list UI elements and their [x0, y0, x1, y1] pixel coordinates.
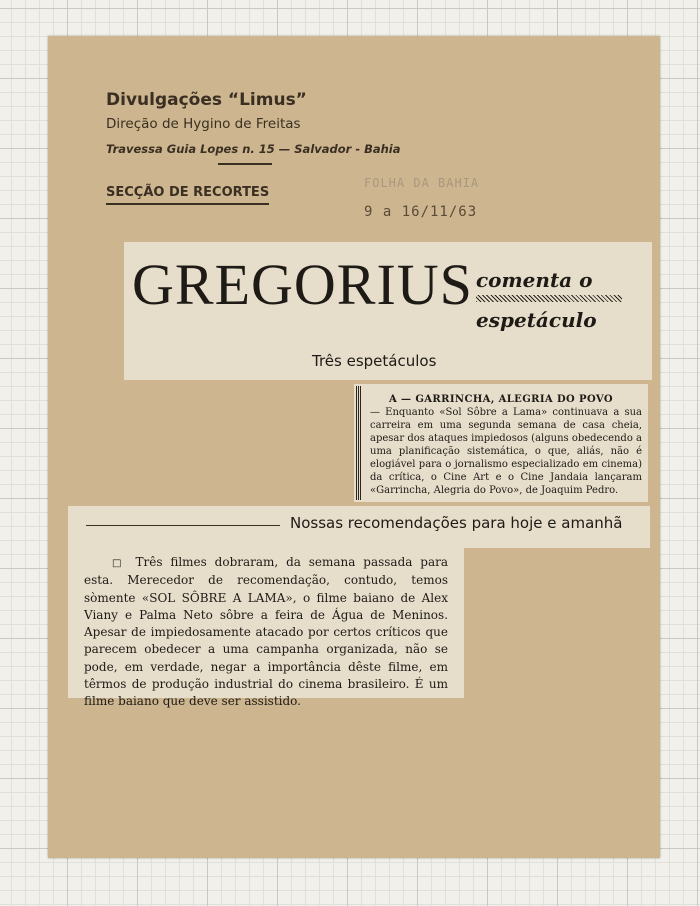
column-body: — Enquanto «Sol Sôbre a Lama» continuava a sua carreira em uma segunda semana de casa cheia, apesar dos ataques impiedosos (alguns obedecendo a uma planificação sistemática, o que, aliás, não é elogiável para o jornalismo especializado em cinema) da crítica, o Cine Art e o Cine Jandaia lançaram «Garrincha, Alegria do Povo», de Joaquim Pedro. — [370, 407, 642, 496]
section-title: SECÇÃO DE RECORTES — [106, 185, 269, 205]
tagline-line2: espetáculo — [476, 308, 597, 332]
recommendations-paragraph — [84, 554, 448, 711]
column-brand: GREGORIUS — [132, 252, 473, 317]
recommendations-rule — [86, 525, 280, 526]
recommendations-body: Três filmes dobraram, da semana passada para esta. Merecedor de recomendação, contudo, temos sòmente «SOL SÔBRE A LAMA», o filme baiano de Alex Viany e Palma Neto sôbre a feira de Água de Meninos. Apesar de impiedosamente atacado por certos críticos que parecem obedecer a uma campanha organizada, não se pode, em verdade, negar a importância dêste filme, em têrmos de produção industrial do cinema brasileiro. É um filme baiano que deve ser assistido. — [84, 555, 448, 709]
recommendations-heading: Nossas recomendações para hoje e amanhã — [290, 514, 623, 532]
letterhead-divider — [218, 163, 272, 165]
address-line: Travessa Guia Lopes n. 15 — Salvador - Bahia — [106, 142, 401, 156]
bullet-box-icon: □ — [112, 558, 126, 569]
recommendations-clipping — [68, 548, 464, 709]
recommendations-header — [68, 506, 650, 548]
column-title: A — GARRINCHA, ALEGRIA DO POVO — [389, 394, 613, 405]
director-line: Direção de Hygino de Freitas — [106, 116, 301, 132]
tagline-line1: comenta o — [476, 268, 593, 292]
newspaper-stamp: FOLHA DA BAHIA — [364, 176, 480, 190]
clipping-header — [124, 242, 652, 380]
date-note: 9 a 16/11/63 — [364, 204, 478, 220]
company-name: Divulgações “Limus” — [106, 90, 307, 110]
article-heading: Três espetáculos — [312, 352, 437, 370]
column-clipping — [354, 384, 648, 502]
tagline-hatch-rule — [476, 295, 622, 302]
